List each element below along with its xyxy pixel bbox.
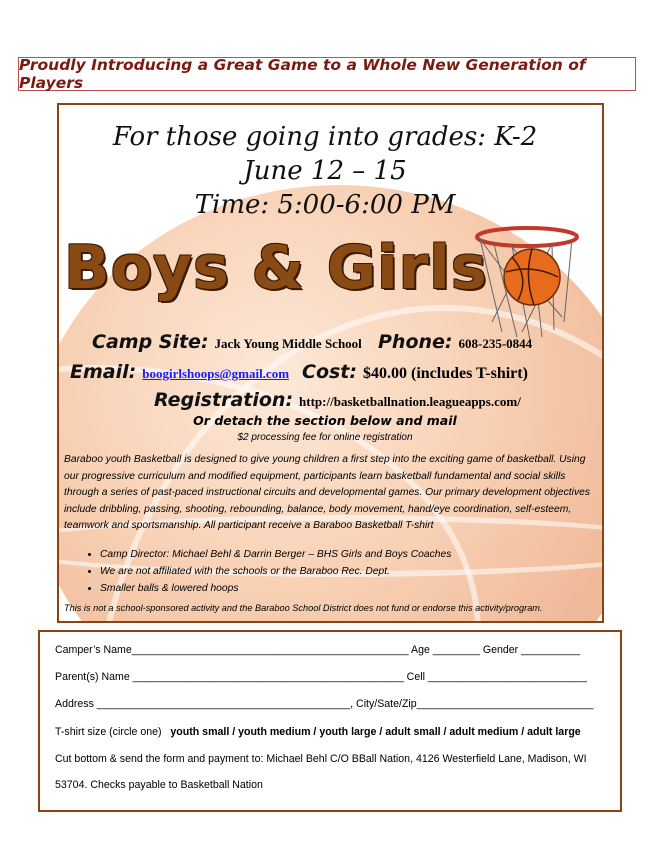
camp-site-row <box>92 331 362 353</box>
list-item: • We are not affiliated with the schools or the Baraboo Rec. Dept. <box>100 563 600 580</box>
camp-site-label: Camp Site: <box>92 331 209 353</box>
mailing-zip-checks: 53704. Checks payable to Basketball Nation <box>55 779 263 791</box>
time-headline: Time: 5:00-6:00 PM <box>194 190 456 220</box>
camp-site-value: Jack Young Middle School <box>214 336 362 351</box>
email-link[interactable]: boogirlshoops@gmail.com <box>142 366 290 381</box>
phone-value: 608-235-0844 <box>458 336 533 351</box>
grades-headline: For those going into grades: K-2 <box>112 122 538 152</box>
cost-label: Cost: <box>302 361 357 383</box>
camper-name-line[interactable]: Camper’s Name_______________________________________________ Age ________ Gender __________ <box>55 644 581 656</box>
list-item: • Smaller balls & lowered hoops <box>100 580 600 597</box>
address-line[interactable]: Address ___________________________________________, City/Sate/Zip______________________________ <box>55 698 594 710</box>
info-bullets <box>84 546 600 597</box>
disclaimer: This is not a school-sponsored activity and the Baraboo School District does not fund or endorse this activity/program. <box>64 603 543 613</box>
dates-headline: June 12 – 15 <box>243 156 407 186</box>
cost-value: $40.00 (includes T-shirt) <box>363 365 528 382</box>
fee-note: $2 processing fee for online registration <box>237 432 413 443</box>
phone-row <box>378 331 532 353</box>
registration-label: Registration: <box>154 389 294 411</box>
parent-name-line[interactable]: Parent(s) Name ______________________________________________ Cell ___________________________ <box>55 671 587 683</box>
list-item: • Camp Director: Michael Behl & Darrin Berger – BHS Girls and Boys Coaches <box>100 546 600 563</box>
tshirt-size-options[interactable]: youth small / youth medium / youth large / adult small / adult medium / adult large <box>170 726 581 738</box>
tshirt-size-line[interactable] <box>55 726 581 738</box>
cost-row <box>302 361 528 383</box>
description-paragraph: Baraboo youth Basketball is designed to give young children a first step into the exciting game of basketball. Using our progressive curriculum and modified equipment, participants learn basketball fundamental and social skills through a series of past-paced instructional circuits and developmental games. Our primary development objectives include dribbling, passing, shooting, rebounding, balance, body movement, hand/eye coordination, self-esteem, teamwork and sportsmanship. All participant receive a Baraboo Basketball T-shirt <box>64 454 590 532</box>
boys-girls-title: Boys & Girls <box>64 233 488 303</box>
email-label: Email: <box>70 361 137 383</box>
banner: Proudly Introducing a Great Game to a Whole New Generation of Players <box>18 57 636 91</box>
mailing-instructions: Cut bottom & send the form and payment to: Michael Behl C/O BBall Nation, 4126 Westerfield Lane, Madison, WI <box>55 753 587 765</box>
tshirt-size-label: T-shirt size (circle one) <box>55 726 162 738</box>
registration-url[interactable]: http://basketballnation.leagueapps.com/ <box>299 394 521 409</box>
email-row <box>70 361 289 383</box>
detach-note: Or detach the section below and mail <box>193 413 457 428</box>
phone-label: Phone: <box>378 331 453 353</box>
registration-row <box>154 389 521 411</box>
